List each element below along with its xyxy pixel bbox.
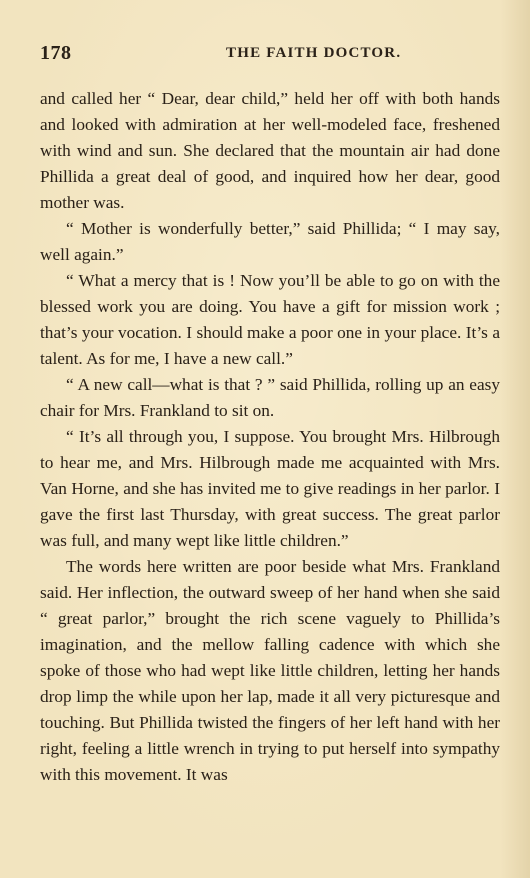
page-edge-shading <box>500 0 530 878</box>
body-text <box>40 86 500 788</box>
paragraph: “ What a mercy that is ! Now you’ll be able to go on with the blessed work you are doing. You have a gift for mission work ; that’s your vocation. I should make a poor one in your place. It’s a talent. As for me, I have a new call.” <box>40 271 500 368</box>
paragraph: “ A new call—what is that ? ” said Phillida, rolling up an easy chair for Mrs. Frankland to sit on. <box>40 375 500 420</box>
paragraph: “ It’s all through you, I suppose. You brought Mrs. Hilbrough to hear me, and Mrs. Hilbrough made me acquainted with Mrs. Van Horne, and she has invited me to give readings in her parlor. I gave the first last Thursday, with great success. The great parlor was full, and many wept like little children.” <box>40 427 500 550</box>
paragraph: “ Mother is wonderfully better,” said Phillida; “ I may say, well again.” <box>40 219 500 264</box>
page-header <box>40 42 500 66</box>
page-number: 178 <box>40 42 72 64</box>
paragraph: and called her “ Dear, dear child,” held her off with both hands and looked with admiration at her well-modeled face, freshened with wind and sun. She declared that the mountain air had done Phillida a great deal of good, and inquired how her dear, good mother was. <box>40 89 500 212</box>
paragraph: The words here written are poor beside what Mrs. Frankland said. Her inflection, the outward sweep of her hand when she said “ great parlor,” brought the rich scene vaguely to Phillida’s imagination, and the mellow falling cadence with which she spoke of those who had wept like little children, letting her hands drop limp the while upon her lap, made it all very picturesque and touching. But Phillida twisted the fingers of her left hand with her right, feeling a little wrench in trying to put herself into sympathy with this movement. It was <box>40 557 500 784</box>
running-title: THE FAITH DOCTOR. <box>226 45 402 61</box>
